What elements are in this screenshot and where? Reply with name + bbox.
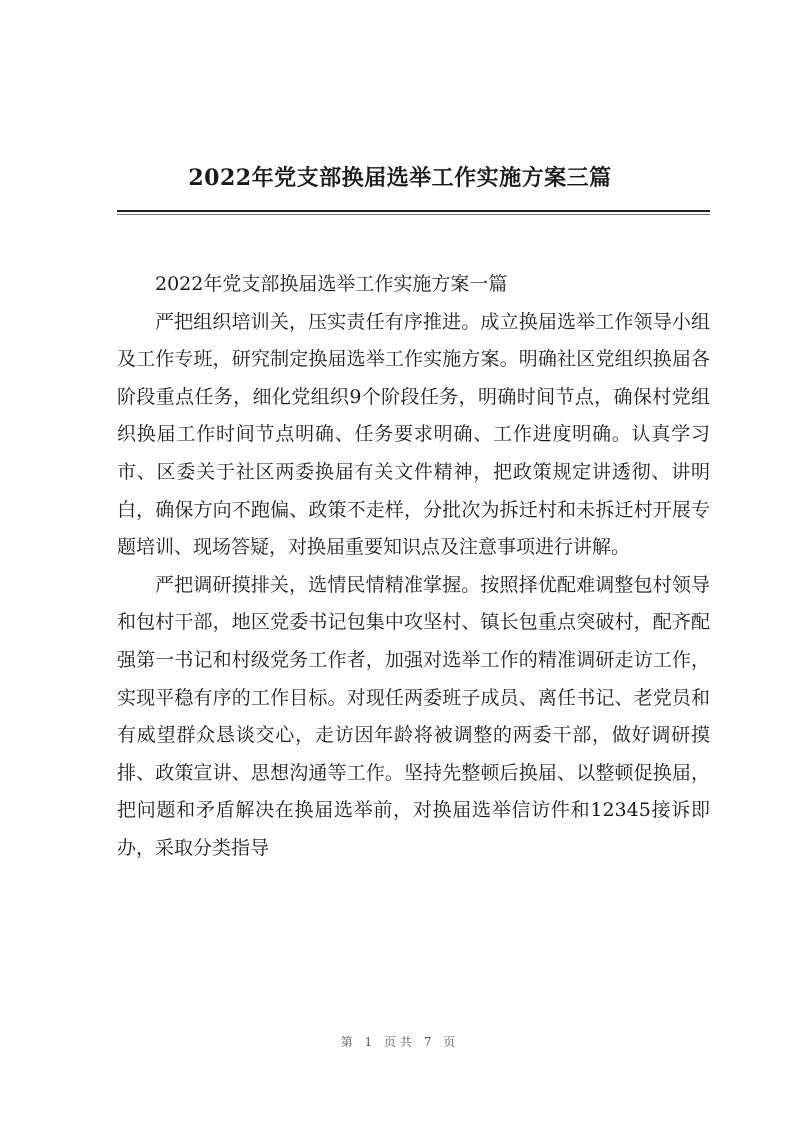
page-footer: 第 1 页共 7 页 [340, 1035, 460, 1049]
title-divider-thin [117, 214, 710, 215]
document-title: 2022年党支部换届选举工作实施方案三篇 [188, 165, 612, 191]
paragraph-1: 严把组织培训关，压实责任有序推进。成立换届选举工作领导小组及工作专班，研究制定换届选举工作实施方案。明确社区党组织换届各阶段重点任务，细化党组织9个阶段任务，明确时间节点，确保村党组织换届工作时间节点明确、任务要求明确、工作进度明确。认真学习市、区委关于社区两委换届有关文件精神，把政策规定讲透彻、讲明白，确保方向不跑偏、政策不走样，分批次为拆迁村和未拆迁村开展专题培训、现场答疑，对换届重要知识点及注意事项进行讲解。 [117, 310, 710, 559]
paragraph-2: 严把调研摸排关，选情民情精准掌握。按照择优配难调整包村领导和包村干部，地区党委书记包集中攻坚村、镇长包重点突破村，配齐配强第一书记和村级党务工作者，加强对选举工作的精准调研走访工作，实现平稳有序的工作目标。对现任两委班子成员、离任书记、老党员和有威望群众恳谈交心，走访因年龄将被调整的两委干部，做好调研摸排、政策宣讲、思想沟通等工作。坚持先整顿后换届、以整顿促换届，把问题和矛盾解决在换届选举前，对换届选举信访件和12345接诉即办，采取分类指导 [117, 573, 710, 859]
title-divider [117, 210, 710, 212]
document-body [117, 266, 710, 868]
section-heading: 2022年党支部换届选举工作实施方案一篇 [155, 273, 508, 295]
